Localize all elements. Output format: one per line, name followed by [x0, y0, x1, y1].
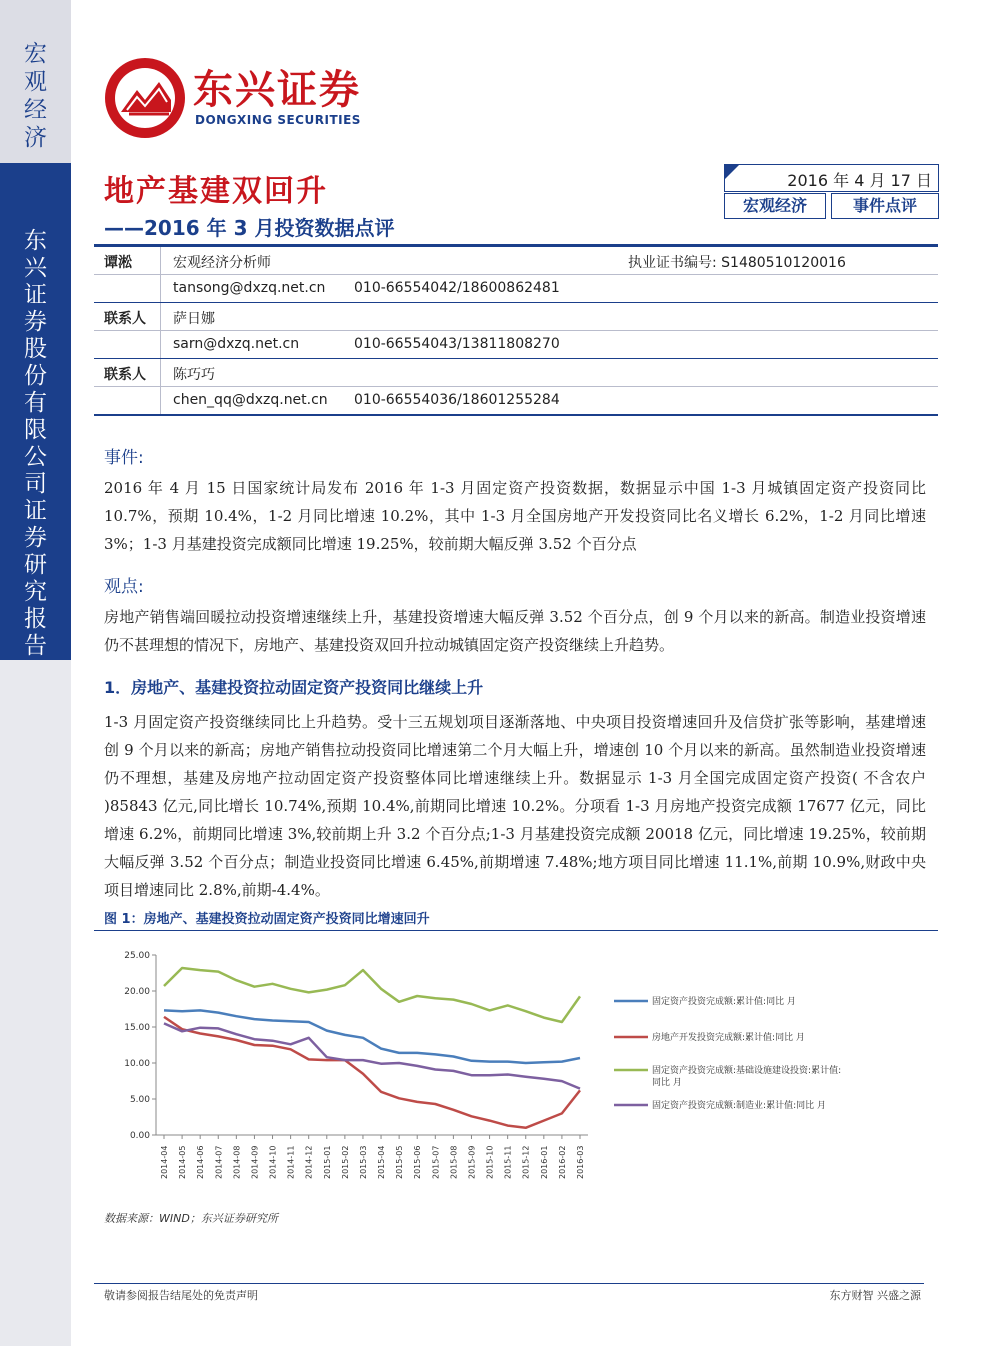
x-tick-label: 2015-05 — [395, 1145, 405, 1179]
sidebar-company-char: 研 — [24, 552, 47, 578]
footer-divider — [94, 1283, 924, 1284]
x-tick-label: 2014-10 — [268, 1145, 278, 1179]
y-tick-label: 15.00 — [124, 1023, 150, 1033]
legend-label-3: 固定资产投资完成额:基础设施建设投资:累计值:同比 月 — [652, 1066, 842, 1088]
x-tick-label: 2015-12 — [521, 1145, 531, 1179]
analyst-info: chen_qq@dxzq.net.cn — [173, 392, 328, 408]
analyst-row — [94, 387, 938, 416]
y-tick-label: 20.00 — [124, 987, 150, 997]
dongxing-logo-icon — [103, 56, 187, 140]
chart-container — [94, 935, 938, 1205]
analyst-row — [94, 275, 938, 303]
sidebar-company-char: 告 — [24, 633, 47, 659]
y-tick-label: 10.00 — [124, 1059, 150, 1069]
sidebar-company-char: 司 — [24, 471, 47, 497]
x-tick-label: 2015-03 — [358, 1145, 368, 1179]
x-tick-label: 2014-06 — [196, 1145, 206, 1179]
x-tick-label: 2014-09 — [250, 1145, 260, 1179]
series-line-1 — [164, 1010, 580, 1063]
x-tick-label: 2015-11 — [503, 1145, 513, 1179]
x-tick-label: 2014-07 — [214, 1145, 224, 1179]
analyst-info: sarn@dxzq.net.cn — [173, 336, 300, 352]
analyst-info: 萨日娜 — [173, 311, 215, 327]
event-text: 2016 年 4 月 15 日国家统计局发布 2016 年 1-3 月固定资产投资数据，数据显示中国 1-3 月城镇固定资产投资同比 10.7%，预期 10.4%，1-2 月同比增速 10.2%，其中 1-3 月全国房地产开发投资同比名义增长 6.2%，1-2 月同比增速 3%；1-3 月基建投资完成额同比增速 19.25%，较前期大幅反弹 3.52 个百分点 — [104, 479, 926, 553]
tag-macro: 宏观经济 — [724, 193, 826, 219]
x-tick-label: 2015-07 — [431, 1145, 441, 1179]
x-tick-label: 2016-03 — [576, 1145, 585, 1179]
sidebar-category-char: 宏 — [24, 41, 47, 67]
sidebar-company-label — [0, 228, 71, 660]
sidebar-company-char: 有 — [24, 390, 47, 416]
x-tick-label: 2014-12 — [304, 1145, 314, 1179]
section-heading: 1．房地产、基建投资拉动固定资产投资同比继续上升 — [104, 678, 484, 697]
sidebar-category-char: 济 — [24, 125, 47, 151]
x-tick-label: 2015-02 — [340, 1145, 350, 1179]
sidebar-company-char: 份 — [24, 363, 47, 389]
x-tick-label: 2014-11 — [286, 1145, 296, 1179]
footer-disclaimer: 敬请参阅报告结尾处的免责声明 — [104, 1289, 258, 1302]
column-divider — [160, 387, 161, 414]
y-tick-label: 25.00 — [124, 951, 150, 961]
sidebar-company-char: 报 — [24, 606, 47, 632]
sidebar-company-char: 证 — [24, 498, 47, 524]
section-text: 1-3 月固定资产投资继续同比上升趋势。受十三五规划项目逐渐落地、中央项目投资增速回升及信贷扩张等影响，基建增速创 9 个月以来的新高；房地产销售拉动投资同比增速第二个月大幅上升，增速创 10 个月以来的新高。虽然制造业投资增速仍不理想，基建及房地产拉动固定资产投资整体同比增速继续上升。数据显示 1-3 月全国完成固定资产投资( 不含农户 )85843 亿元,同比增长 10.74%,预期 10.4%,前期同比增速 10.2%。分项看 1-3 月房地产投资完成额 17677 亿元，同比增速 6.2%，前期同比增速 3%,较前期上升 3.2 个百分点;1-3 月基建投资完成额 20018 亿元，同比增速 19.25%，较前期大幅反弹 3.52 个百分点；制造业投资同比增速 6.45%,前期增速 7.48%;地方项目同比增速 11.1%,前期 10.9%,财政中央项目增速同比 2.8%,前期-4.4%。 — [104, 713, 926, 899]
analyst-name: 联系人 — [104, 367, 146, 383]
x-tick-label: 2015-10 — [485, 1145, 495, 1179]
analyst-info: tansong@dxzq.net.cn — [173, 280, 326, 296]
analyst-row — [94, 247, 938, 275]
y-tick-label: 0.00 — [129, 1131, 150, 1141]
analyst-name: 联系人 — [104, 311, 146, 327]
x-tick-label: 2015-01 — [322, 1145, 332, 1179]
brand-name-en: DONGXING SECURITIES — [195, 113, 361, 127]
corner-triangle-icon — [725, 165, 739, 179]
line-chart — [94, 935, 938, 1205]
legend-label-1: 固定资产投资完成额:累计值:同比 月 — [652, 997, 796, 1007]
legend-label-2: 房地产开发投资完成额:累计值:同比 月 — [652, 1033, 805, 1043]
column-divider — [160, 275, 161, 302]
analyst-name: 谭淞 — [104, 255, 132, 271]
analyst-phone: 010-66554042/18600862481 — [354, 280, 560, 296]
sidebar-company-char: 兴 — [24, 255, 47, 281]
sidebar-category-char: 观 — [24, 69, 47, 95]
x-tick-label: 2016-01 — [539, 1145, 549, 1179]
sidebar-category-label — [0, 40, 71, 152]
date-box — [724, 164, 939, 192]
tag-event: 事件点评 — [831, 193, 939, 219]
brand-name-cn: 东兴证券 — [193, 67, 361, 113]
data-source: 数据来源：WIND；东兴证券研究所 — [104, 1212, 278, 1225]
sidebar-company-char: 公 — [24, 444, 47, 470]
footer-slogan: 东方财智 兴盛之源 — [829, 1289, 921, 1302]
x-tick-label: 2015-09 — [467, 1145, 477, 1179]
sidebar-company-char: 东 — [24, 228, 47, 254]
x-tick-label: 2015-06 — [413, 1145, 423, 1179]
series-line-4 — [164, 1023, 580, 1088]
analyst-row — [94, 331, 938, 359]
x-tick-label: 2015-04 — [377, 1145, 387, 1179]
x-tick-label: 2016-02 — [557, 1145, 567, 1179]
sidebar-company-char: 券 — [24, 525, 47, 551]
sidebar-company-char: 究 — [24, 579, 47, 605]
column-divider — [160, 359, 161, 386]
y-tick-label: 5.00 — [129, 1095, 150, 1105]
analyst-info: 宏观经济分析师 — [173, 255, 271, 271]
sidebar-company-char: 证 — [24, 282, 47, 308]
view-text: 房地产销售端回暖拉动投资增速继续上升，基建投资增速大幅反弹 3.52 个百分点，创 9 个月以来的新高。制造业投资增速仍不甚理想的情况下，房地产、基建投资双回升拉动城镇固定资产投资继续上升趋势。 — [104, 608, 926, 654]
legend-label-4: 固定资产投资完成额:制造业:累计值:同比 月 — [652, 1101, 826, 1111]
analyst-table — [94, 247, 938, 416]
x-tick-label: 2014-05 — [178, 1145, 188, 1179]
view-heading: 观点: — [104, 577, 144, 597]
column-divider — [160, 247, 161, 274]
figure-title: 图 1：房地产、基建投资拉动固定资产投资同比增速回升 — [104, 912, 430, 927]
x-tick-label: 2014-04 — [160, 1145, 169, 1179]
analyst-phone: 010-66554036/18601255284 — [354, 392, 560, 408]
analyst-row — [94, 359, 938, 387]
x-tick-label: 2014-08 — [232, 1145, 242, 1179]
event-heading: 事件: — [104, 448, 144, 468]
analyst-info: 陈巧巧 — [173, 367, 215, 383]
column-divider — [160, 303, 161, 330]
sidebar-company-char: 券 — [24, 309, 47, 335]
sidebar-company-char: 股 — [24, 336, 47, 362]
x-tick-label: 2015-08 — [449, 1145, 459, 1179]
report-subtitle: ——2016 年 3 月投资数据点评 — [104, 216, 395, 240]
report-title: 地产基建双回升 — [104, 174, 328, 209]
report-date: 2016 年 4 月 17 日 — [787, 171, 932, 190]
sidebar-category-char: 经 — [24, 97, 47, 123]
analyst-phone: 010-66554043/13811808270 — [354, 336, 560, 352]
column-divider — [160, 331, 161, 358]
sidebar-company-char: 限 — [24, 417, 47, 443]
analyst-row — [94, 303, 938, 331]
analyst-cert: 执业证书编号: S1480510120016 — [628, 255, 846, 271]
series-line-2 — [164, 1017, 580, 1128]
figure-divider — [94, 930, 938, 931]
